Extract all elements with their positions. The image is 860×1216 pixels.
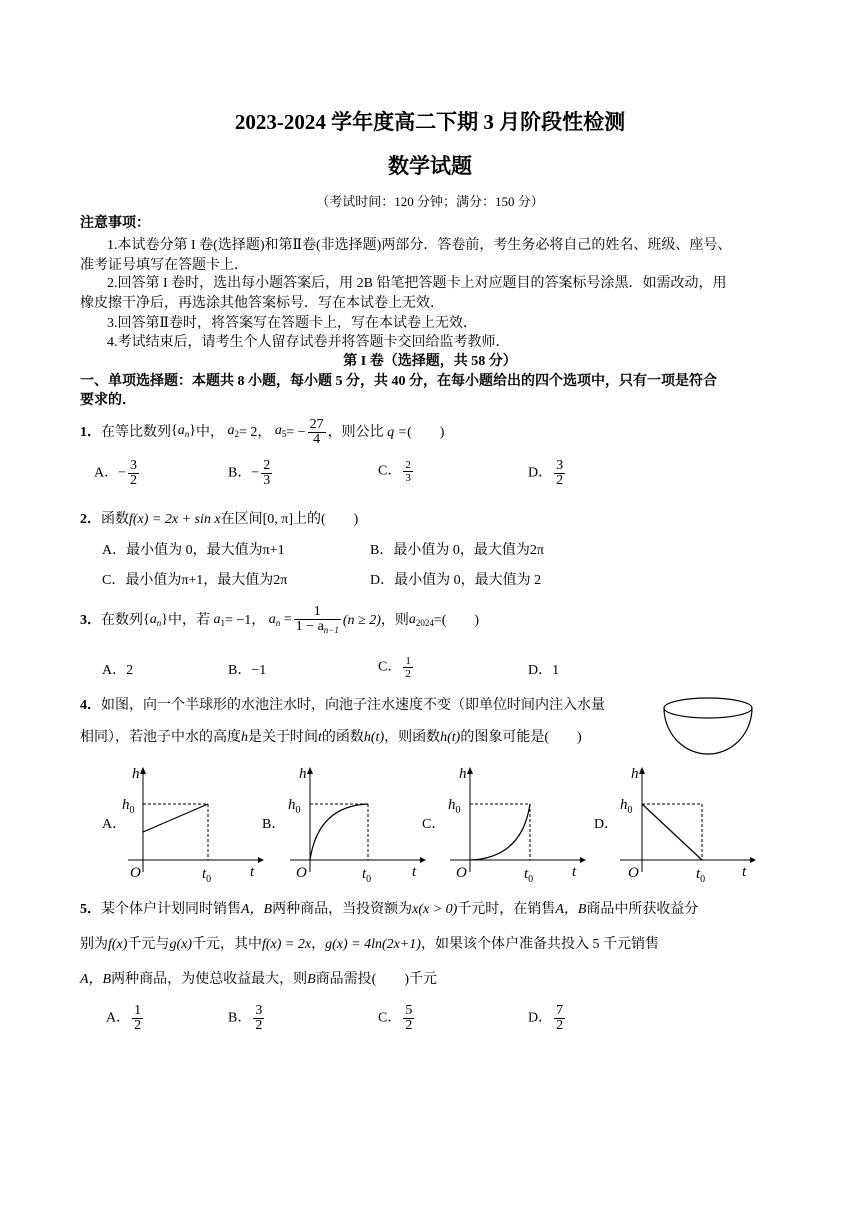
note-4: 4.考试结束后，请考生个人留存试卷并将答题卡交回给监考教师．: [107, 335, 510, 350]
q2-option-c[interactable]: C．最小值为π+1，最大值为2π: [102, 573, 288, 588]
q2-option-b[interactable]: B．最小值为 0，最大值为2π: [370, 543, 544, 558]
svg-text:t: t: [742, 864, 747, 880]
question-number: 5．: [80, 902, 101, 917]
q1-text: ，: [257, 424, 272, 440]
sequence-notation: $\{a_n\}$: [171, 423, 196, 439]
note-1-line-1: 1.本试卷分第 I 卷(选择题)和第Ⅱ卷(非选择题)两部分．答卷前，考生务必将自己的姓名、班级、座号、: [107, 238, 732, 253]
a2024-term: $a_{2024}$: [408, 611, 434, 628]
svg-text:h: h: [459, 766, 467, 782]
section-1-title: 第 I 卷（选择题，共 58 分）: [343, 354, 517, 369]
question-2: [80, 510, 358, 530]
q3-option-b[interactable]: B．−1: [228, 663, 267, 678]
question-5-line-1: 5．某个体户计划同时销售A，B两种商品，当投资额为x(x > 0)千元时，在销售A，B商品中所获收益分: [80, 902, 699, 917]
a2-term: $a_2$: [227, 423, 239, 439]
graph-d-curve: [642, 804, 702, 860]
q2-option-a[interactable]: A．最小值为 0，最大值为π+1: [102, 543, 285, 558]
q1-option-c[interactable]: C． $\frac{2}{3}$: [378, 459, 411, 484]
note-1-line-2: 准考证号填写在答题卡上．: [80, 258, 248, 273]
question-number: 1．: [80, 424, 101, 440]
a5-fraction: $\frac{27}{4}$: [309, 417, 324, 447]
q4-graph-d: [610, 762, 760, 884]
exam-subtitle: 数学试题: [388, 154, 472, 178]
graph-c-curve: [470, 804, 530, 860]
section-1-instructions-line-2: 要求的．: [80, 393, 136, 408]
svg-text:t0: $t_0$: [362, 866, 372, 884]
svg-text:h: h: [299, 766, 307, 782]
ratio-q: q =: [383, 424, 408, 440]
q3-option-c[interactable]: C． $\frac{1}{2}$: [378, 655, 411, 680]
q1-option-d[interactable]: D． $\frac{3}{2}$: [528, 458, 564, 488]
svg-text:O: O: [628, 865, 639, 881]
question-number: 4．: [80, 698, 101, 713]
question-1: [80, 418, 444, 447]
question-4-line-1: [80, 696, 605, 716]
svg-text:t: t: [412, 864, 417, 880]
q2-text: 上的( ): [293, 512, 359, 527]
q5-option-c[interactable]: C． $\frac{5}{2}$: [378, 1003, 413, 1033]
q2-option-d[interactable]: D．最小值为 0，最大值为 2: [370, 573, 542, 588]
q4-graph-b: [280, 762, 430, 884]
q2-interval: [0, π]: [262, 512, 293, 527]
q3-condition: (n ≥ 2): [342, 613, 381, 628]
q1-text: ( ): [407, 424, 445, 440]
svg-text:t0: $t_0$: [524, 866, 534, 884]
q1-text: 中，: [195, 424, 224, 440]
q5-option-b[interactable]: B． $\frac{3}{2}$: [228, 1003, 263, 1033]
q3-text: =( ): [433, 613, 480, 628]
q4-option-b[interactable]: B．: [262, 817, 286, 832]
q4-option-d[interactable]: D．: [594, 817, 619, 832]
notes-heading: 注意事项：: [80, 216, 150, 231]
svg-text:t: t: [250, 864, 255, 880]
q1-option-b[interactable]: B．− $\frac{2}{3}$: [228, 458, 271, 488]
a5-sign: = −: [286, 424, 306, 440]
q1-text: ，则公比: [327, 424, 384, 440]
exam-title: 2023-2024 学年度高二下期 3 月阶段性检测: [234, 110, 626, 134]
q4-option-a[interactable]: A．: [102, 817, 127, 832]
hemisphere-bowl-figure: [660, 694, 756, 758]
q4-option-c[interactable]: C．: [422, 817, 446, 832]
question-number: 2．: [80, 512, 101, 527]
svg-text:h: h: [631, 766, 639, 782]
a1-value: = −1: [224, 613, 252, 628]
bowl-rim: [664, 698, 752, 718]
svg-text:h0: $h_0$: [620, 797, 633, 816]
a2-value: = 2: [238, 424, 258, 440]
q4-graph-c: [440, 762, 590, 884]
note-2-line-1: 2.回答第 I 卷时，选出每小题答案后，用 2B 铅笔把答题卡上对应题目的答案标号涂黑．如需改动，用: [107, 276, 727, 291]
svg-text:O: O: [456, 865, 467, 881]
q4-text: 如图，向一个半球形的水池注水时，向池子注水速度不变（即单位时间内注入水量: [101, 698, 605, 713]
q3-text: ，: [251, 613, 266, 628]
exam-info: （考试时间：120 分钟；满分：150 分）: [316, 194, 544, 209]
svg-text:h0: $h_0$: [288, 797, 301, 816]
q2-text: 在区间: [220, 512, 263, 527]
q2-text: 函数: [101, 512, 129, 527]
svg-text:h0: $h_0$: [122, 797, 135, 816]
svg-text:h0: $h_0$: [448, 797, 461, 816]
question-5-line-2: 别为f(x)千元与g(x)千元，其中f(x) = 2x，g(x) = 4ln(2x+1)，如果该个体户准备共投入 5 千元销售: [80, 937, 659, 952]
question-number: 3．: [80, 613, 101, 628]
q3-option-d[interactable]: D．1: [528, 663, 560, 678]
question-5-line-3: A，B两种商品，为使总收益最大，则B商品需投( )千元: [80, 972, 437, 987]
q5-option-d[interactable]: D． $\frac{7}{2}$: [528, 1003, 564, 1033]
svg-text:h: h: [132, 766, 140, 782]
svg-text:O: O: [130, 865, 141, 881]
a5-term: $a_5$: [274, 423, 287, 439]
q3-text: 中，若: [167, 613, 210, 628]
recurrence-fraction: $\frac{1}{1 - a_{n-1}}$: [295, 604, 339, 635]
section-1-instructions-line-1: 一、单项选择题：本题共 8 小题，每小题 5 分，共 40 分，在每小题给出的四个选项中，只有一项是符合: [80, 374, 717, 389]
svg-text:O: O: [296, 865, 307, 881]
q4-graph-a: [118, 762, 268, 884]
graph-a-curve: [143, 804, 208, 832]
svg-text:t0: $t_0$: [696, 866, 706, 884]
q3-text: 在数列: [101, 613, 143, 628]
svg-text:t0: $t_0$: [202, 866, 212, 884]
q2-formula: f(x) = 2x + sin x: [129, 512, 221, 527]
note-2-line-2: 橡皮擦干净后，再选涂其他答案标号．写在本试卷上无效．: [80, 296, 444, 311]
svg-text:t: t: [572, 864, 577, 880]
a1-term: $a_1$: [213, 611, 225, 628]
graph-b-curve: [310, 804, 368, 860]
q1-option-a[interactable]: A．− $\frac{3}{2}$: [94, 458, 138, 488]
question-4-line-2: 相同），若池子中水的高度h是关于时间t的函数h(t)，则函数h(t)的图象可能是( ): [80, 730, 582, 745]
sequence-notation: $\{a_n\}$: [143, 611, 168, 628]
note-3: 3.回答第Ⅱ卷时，将答案写在答题卡上，写在本试卷上无效．: [107, 316, 478, 331]
q1-text: 在等比数列: [101, 424, 171, 440]
q3-text: ，则: [380, 613, 409, 628]
an-term: $a_n$ =: [268, 611, 292, 628]
q5-option-a[interactable]: A． $\frac{1}{2}$: [106, 1003, 142, 1033]
question-3: [80, 605, 479, 637]
q3-option-a[interactable]: A．2: [102, 663, 134, 678]
